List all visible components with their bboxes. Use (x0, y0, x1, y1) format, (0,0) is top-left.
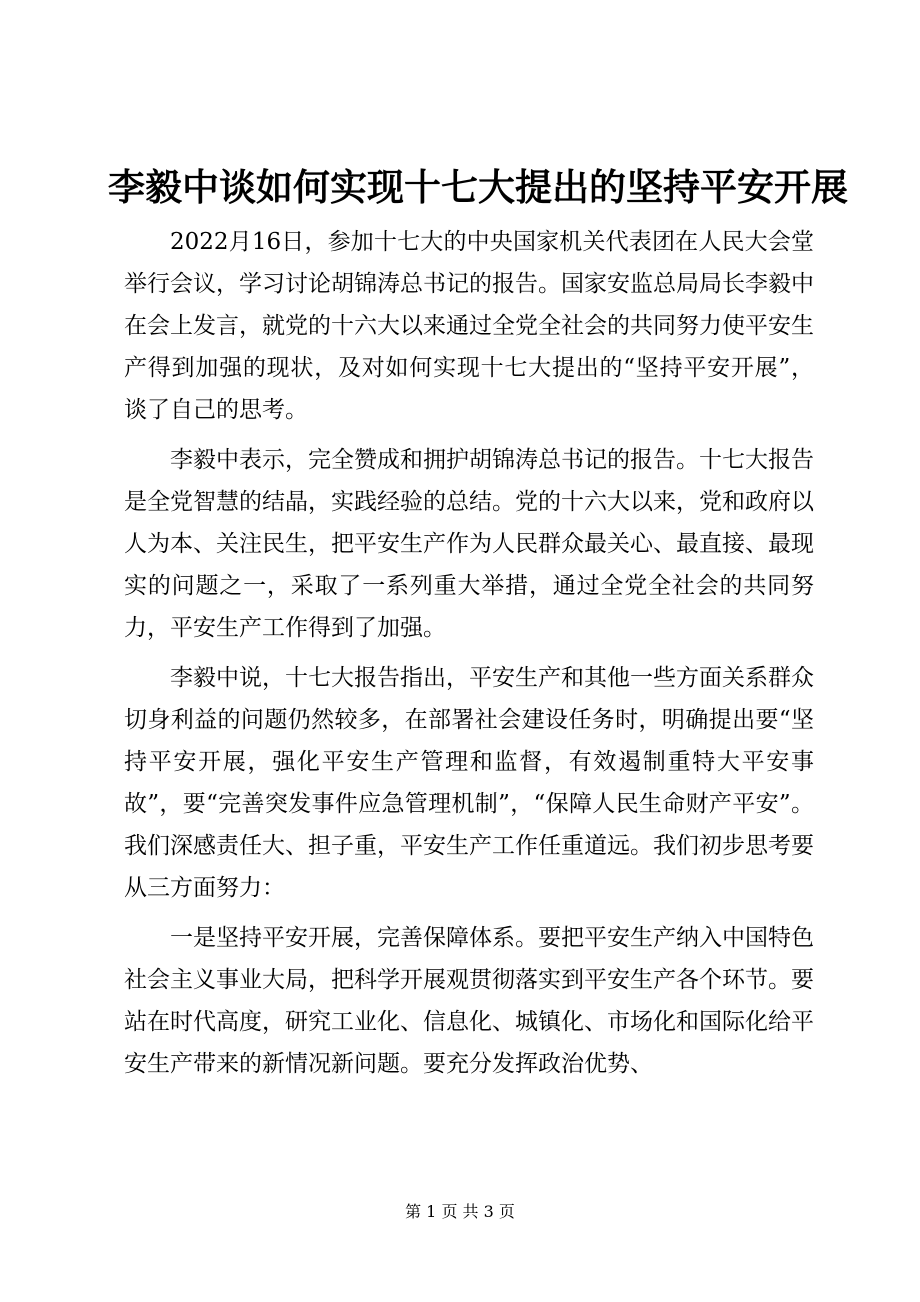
paragraph-4: 一是坚持平安开展，完善保障体系。要把平安生产纳入中国特色社会主义事业大局，把科学开展观贯彻落实到平安生产各个环节。要站在时代高度，研究工业化、信息化、城镇化、市场化和国际化给平安生产带来的新情况新问题。要充分发挥政治优势、 (124, 925, 814, 1077)
page-number-footer: 第 1 页 共 3 页 (405, 1202, 515, 1221)
paragraph-3: 李毅中说，十七大报告指出，平安生产和其他一些方面关系群众切身利益的问题仍然较多，在部署社会建设任务时，明确提出要“坚持平安开展，强化平安生产管理和监督，有效遏制重特大平安事故”，要“完善突发事件应急管理机制”，“保障人民生命财产平安”。我们深感责任大、担子重，平安生产工作任重道远。我们初步思考要从三方面努力： (124, 665, 814, 901)
document-title: 李毅中谈如何实现十七大提出的坚持平安开展 (108, 165, 848, 209)
paragraph-2: 李毅中表示，完全赞成和拥护胡锦涛总书记的报告。十七大报告是全党智慧的结晶，实践经验的总结。党的十六大以来，党和政府以人为本、关注民生，把平安生产作为人民群众最关心、最直接、最现实的问题之一，采取了一系列重大举措，通过全党全社会的共同努力，平安生产工作得到了加强。 (124, 447, 814, 641)
paragraph-1: 2022月16日，参加十七大的中央国家机关代表团在人民大会堂举行会议，学习讨论胡锦涛总书记的报告。国家安监总局局长李毅中在会上发言，就党的十六大以来通过全党全社会的共同努力使平安生产得到加强的现状，及对如何实现十七大提出的“坚持平安开展”，谈了自己的思考。 (124, 229, 814, 423)
document-body (124, 221, 814, 1085)
